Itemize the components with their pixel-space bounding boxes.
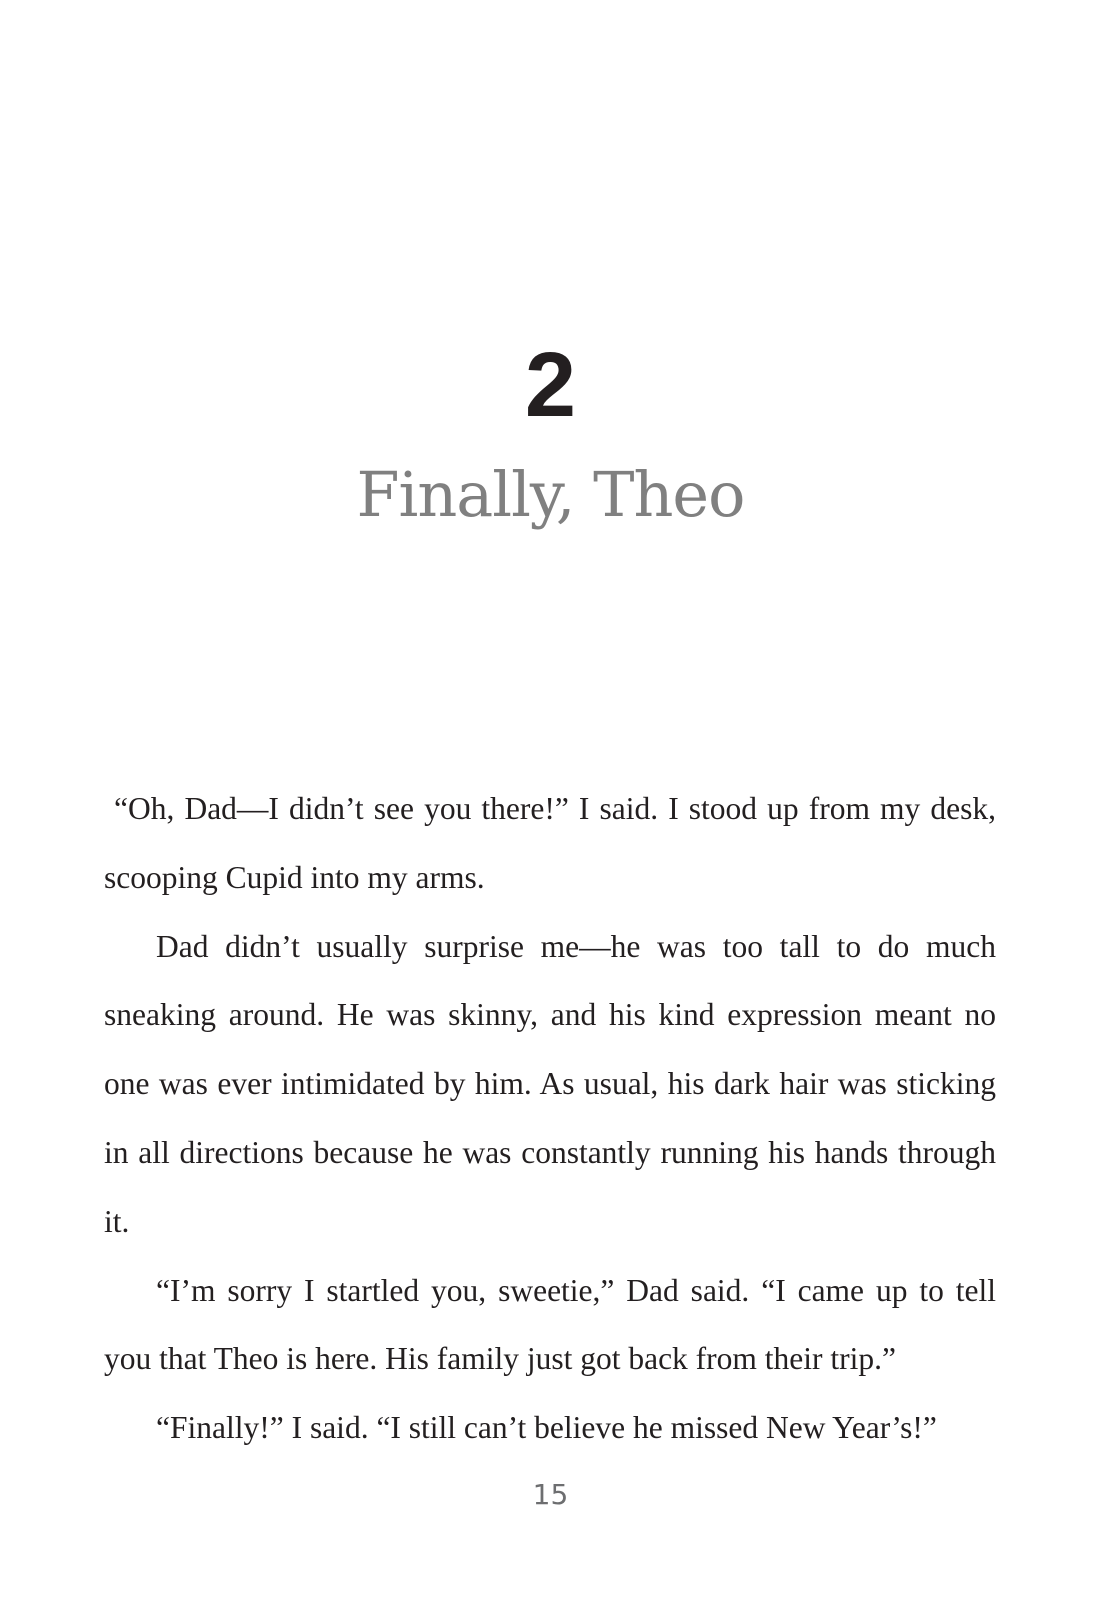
paragraph: Dad didn’t usually surprise me—he was too tall to do much sneaking around. He was skinny, and his kind expression meant no one was ever intimidated by him. As usual, his dark hair was sticking in all directions because he was constantly running his hands through it. bbox=[104, 928, 996, 1239]
paragraph: “Finally!” I said. “I still can’t believe he missed New Year’s!” bbox=[156, 1410, 937, 1446]
paragraph: “Oh, Dad—I didn’t see you there!” I said. I stood up from my desk, scooping Cupid into my arms. bbox=[104, 791, 996, 895]
chapter-title: Finally, Theo bbox=[356, 458, 745, 531]
chapter-number: 2 bbox=[524, 334, 577, 436]
paragraph: “I’m sorry I startled you, sweetie,” Dad said. “I came up to tell you that Theo is here. His family just got back from their trip.” bbox=[104, 1272, 996, 1377]
chapter-body bbox=[104, 775, 996, 1463]
page-number: 15 bbox=[532, 1478, 569, 1511]
